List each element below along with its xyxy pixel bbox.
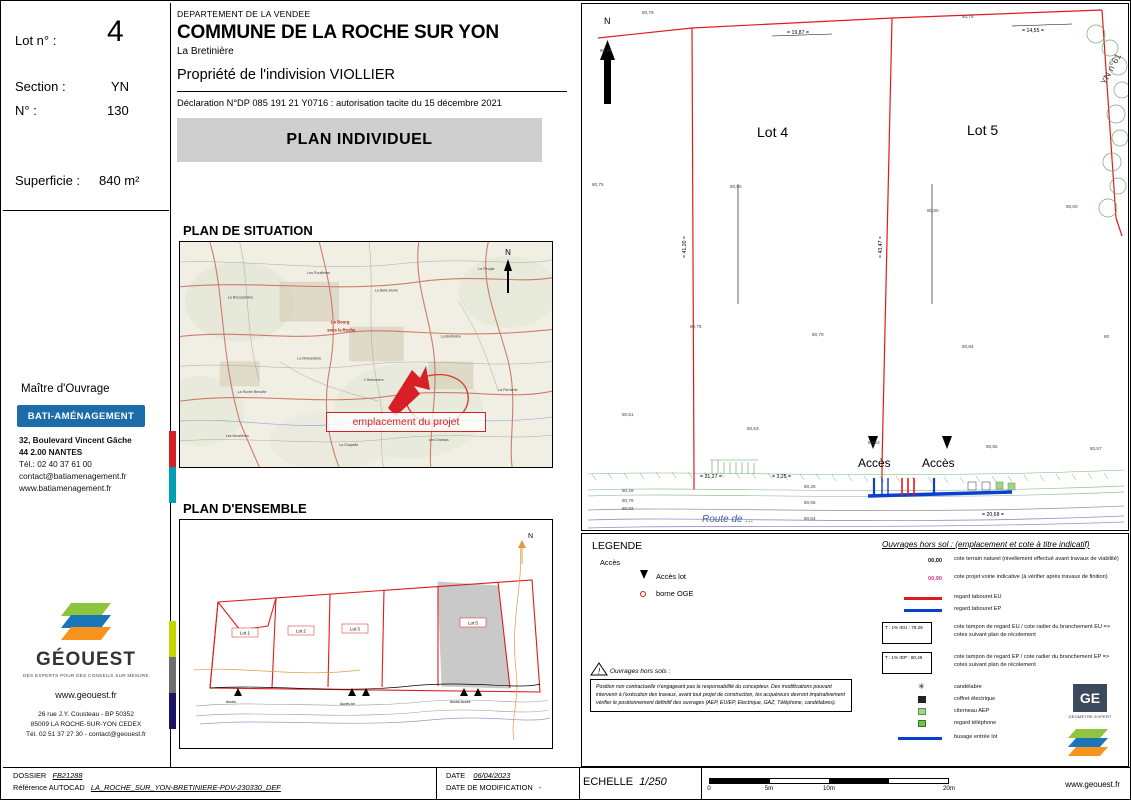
ouvrage-symbol-regard-ep: [904, 609, 942, 612]
maitre-ouvrage-title: Maître d'Ouvrage: [21, 383, 110, 395]
footer-divider-3: [701, 767, 702, 799]
ouvrage-text-ep: cote tampon de regard EP / cote radier du branchement EP => cotes suivant plan de récolement: [954, 654, 1110, 668]
scale-tick: 10m: [822, 785, 836, 792]
geo-address-line3: Tél. 02 51 37 27 30 - contact@geouest.fr: [26, 730, 146, 738]
spot-height: 80,60: [1066, 204, 1078, 209]
legend-borne-icon: [640, 591, 646, 597]
left-column: [3, 3, 171, 767]
mo-email: contact@batiamenagement.fr: [19, 471, 127, 481]
bati-amenagement-logo: BATI-AMÉNAGEMENT: [17, 405, 145, 427]
busage-icon: [898, 737, 942, 740]
echelle-value: 1/250: [639, 776, 667, 788]
acces-arrow-right-icon: [942, 436, 952, 449]
footer-bar: [3, 767, 1130, 799]
ouvrage-code-ep: T : 1% rEP : 80,49: [885, 655, 923, 660]
date-mod-value: -: [538, 783, 542, 792]
section-value: YN: [111, 79, 130, 94]
warning-icon: [590, 662, 608, 676]
legend-acces-arrow-icon: [640, 570, 648, 579]
ref-label: Référence AUTOCAD: [13, 783, 85, 792]
svg-text:Accès Accès: Accès Accès: [450, 700, 471, 704]
footer-divider-2: [579, 767, 580, 799]
dim-right-side: = 43,47 =: [877, 236, 884, 258]
propriete-line: Propriété de l'indivision VIOLLIER: [177, 67, 395, 83]
acces-label-left: Accès: [858, 456, 891, 470]
ouvrage-code-tn: 00,00: [928, 558, 942, 564]
geouest-url: www.geouest.fr: [55, 690, 117, 700]
svg-text:Lot 3: Lot 3: [350, 626, 360, 632]
ouvrage-text-regard-eu: regard tabouret EU: [954, 594, 1002, 600]
situation-north-label: N: [505, 248, 511, 257]
date-value: 06/04/2023: [473, 771, 511, 780]
ouvrage-box-ep: [882, 652, 932, 674]
ouvrages-title: Ouvrages hors sol : (emplacement et cote à titre indicatif): [882, 540, 1090, 549]
spot-height: 80,18: [622, 488, 634, 493]
footer-dossier: [13, 771, 82, 780]
maitre-ouvrage-address: [19, 435, 169, 494]
lot5-label: Lot 5: [967, 122, 999, 138]
svg-text:N: N: [528, 533, 534, 540]
color-strip-red: [169, 431, 176, 467]
main-plan-drawing: [581, 3, 1129, 531]
geouest-address: [3, 710, 169, 740]
mo-address-line1: 32, Boulevard Vincent Gâche: [19, 436, 132, 445]
mo-web: www.batiamenagement.fr: [19, 483, 112, 493]
main-plan-svg: [582, 4, 1129, 531]
ouvrage-text-eu: cote tampon de regard EU / cote radier du branchement EU => cotes suivant plan de récolement: [954, 624, 1111, 638]
citerneau-aep-icon: [918, 708, 926, 715]
spot-height: 80,76: [962, 14, 974, 19]
section-label: Section :: [15, 79, 66, 94]
coffret-electrique-icon: [918, 696, 926, 703]
spot-height: 80,75: [600, 48, 612, 53]
title-block: [177, 9, 567, 162]
svg-text:La Fermerie: La Fermerie: [498, 388, 518, 393]
color-strip-teal: [169, 467, 176, 503]
scale-tick: 5m: [764, 785, 774, 792]
spot-height: 80,55: [986, 444, 998, 449]
spot-height: 80,26: [804, 484, 816, 489]
ouvrage-symbol-regard-eu: [904, 597, 942, 600]
road-label: Route de ...: [702, 514, 754, 525]
ensemble-plan-drawing: [180, 520, 553, 749]
spot-height: 80,79: [642, 10, 654, 15]
situation-map: [179, 241, 553, 468]
scale-bar: [707, 778, 956, 794]
geo-address-line1: 26 rue J.Y. Cousteau - BP 50352: [38, 711, 134, 718]
spot-height: 80,57: [1090, 446, 1102, 451]
dim-left-side: = 41,20 =: [681, 236, 688, 258]
ouvrage-text-tn: cote terrain naturel (nivellement effectué avant travaux de viabilité): [954, 556, 1119, 562]
departement-label: DEPARTEMENT DE LA VENDEE: [177, 9, 311, 19]
svg-text:N: N: [604, 16, 611, 26]
spot-height: 80,76: [622, 498, 634, 503]
dossier-label: DOSSIER: [13, 771, 47, 780]
ref-value: LA_ROCHE_SUR_YON-BRETINIERE-PDV-230330_DEF: [90, 783, 281, 792]
geometre-expert-logo: [1068, 684, 1112, 759]
ouvrage-text-projet: cote projet voirie indicative (à vérifier après travaux de finition): [954, 574, 1108, 580]
spot-height: 80,84: [962, 344, 974, 349]
svg-text:La Moinardière: La Moinardière: [297, 356, 322, 361]
ouvrage-text-telephone: regard téléphone: [954, 720, 997, 726]
spot-height: 80,65: [804, 500, 816, 505]
lieu-dit: La Bretinière: [177, 46, 234, 57]
svg-text:La Bretinière: La Bretinière: [440, 334, 461, 339]
svg-text:La Chapelle: La Chapelle: [339, 442, 359, 447]
spot-height: 80,53: [868, 440, 880, 445]
scale-tick: 0: [707, 785, 711, 792]
situation-north-arrow: [504, 248, 512, 293]
spot-height: 80,80: [927, 208, 939, 213]
superficie-label: Superficie :: [15, 173, 81, 188]
svg-text:Les Champs: Les Champs: [428, 437, 449, 442]
warning-title-text: Ouvrages hors sols :: [609, 668, 671, 675]
svg-text:La Brossardière: La Brossardière: [227, 295, 254, 300]
svg-text:Les Rouillères: Les Rouillères: [307, 270, 330, 275]
color-strip-navy: [169, 693, 176, 729]
footer-echelle: [583, 776, 667, 788]
dim-bottom-1: = 21,27 =: [700, 474, 722, 480]
ouvrage-text-busage: busage entrée lot: [954, 734, 998, 740]
svg-text:Le Peuple: Le Peuple: [478, 266, 495, 271]
geouest-block: [3, 603, 169, 740]
situation-project-arrow-icon: [380, 360, 440, 420]
plan-type-banner: PLAN INDIVIDUEL: [177, 118, 542, 162]
svg-text:Les Mouillères: Les Mouillères: [225, 433, 249, 438]
svg-text:Lot 2: Lot 2: [296, 628, 306, 634]
dim-bottom-3: = 20,68 =: [982, 512, 1004, 518]
footer-divider-1: [436, 767, 437, 799]
geouest-baseline: DES EXPERTS POUR DES CONSEILS SUR MESURE: [23, 673, 149, 678]
spot-height: 80,75: [592, 182, 604, 187]
svg-text:sous la Roche: sous la Roche: [327, 327, 356, 333]
ge-initials: GE: [1073, 684, 1107, 712]
svg-text:!: !: [597, 667, 601, 676]
ouvrage-text-regard-ep: regard tabouret EP: [954, 606, 1002, 612]
geouest-name: GÉOUEST: [36, 649, 136, 670]
superficie-value: 840 m²: [99, 173, 140, 188]
svg-text:L'Herbouère: L'Herbouère: [364, 378, 384, 383]
ge-name: GÉOMÈTRE-EXPERT: [1068, 714, 1112, 719]
ouvrage-box-eu: [882, 622, 932, 644]
svg-text:Accès lot: Accès lot: [340, 702, 355, 706]
ouvrage-code-eu: T : 1% rEU : 79,29: [885, 625, 923, 630]
maitre-ouvrage-block: [3, 383, 169, 494]
candelabre-icon: ✳: [918, 682, 925, 691]
spot-height: 80,80: [730, 184, 742, 189]
legend-panel: [581, 533, 1129, 767]
footer-url: www.geouest.fr: [1065, 780, 1120, 789]
footer-date-modification: [446, 783, 541, 792]
ouvrage-text-candelabre: candélabre: [954, 684, 982, 690]
lot-value: 4: [107, 15, 124, 48]
legend-item-borne: borne OGE: [656, 589, 694, 598]
plan-situation-title: PLAN DE SITUATION: [183, 223, 313, 238]
ouvrage-code-projet: 00,90: [928, 576, 942, 582]
svg-text:La Belle Etoile: La Belle Etoile: [374, 288, 398, 293]
parcel-reference: YN n°61: [1098, 51, 1124, 87]
mo-address-line2: 44 2.00 NANTES: [19, 447, 83, 457]
legend-acces-label: Accès: [600, 558, 621, 567]
warning-text: Position non contractuelle n'engageant pas la responsabilité du concepteur. Des modifications pouvant intervenir à l'exécution des travaux, avant tout projet de construction, les acquéreurs devront impérativement vérifier le positionnement définitif des ouvrages (AEP, EU/EP, Electrique, GAZ, Téléphone, candélabres).: [590, 679, 852, 712]
warning-block: [590, 662, 852, 712]
acces-label-right: Accès: [922, 456, 955, 470]
spot-height: 80,79: [812, 332, 824, 337]
color-strip-green: [169, 621, 176, 657]
ge-lozenge-icon: [1068, 729, 1112, 759]
title-divider: [177, 91, 567, 92]
spot-height: 80,51: [622, 412, 634, 417]
svg-text:Lot 1: Lot 1: [240, 630, 250, 636]
echelle-label: ECHELLE: [583, 776, 634, 788]
svg-text:Le Bourg: Le Bourg: [331, 319, 350, 325]
footer-reference: [13, 783, 281, 792]
spot-height: 80: [1104, 334, 1110, 339]
commune-title: COMMUNE DE LA ROCHE SUR YON: [177, 22, 499, 43]
geo-address-line2: 85009 LA ROCHE-SUR-YON CEDEX: [30, 720, 142, 728]
dim-top-left: = 19,87 =: [787, 30, 809, 36]
dossier-value: FB21288: [52, 771, 83, 780]
ouvrage-text-citerneau: citerneau AEP: [954, 708, 990, 714]
declaration-line: Déclaration N°DP 085 191 21 Y0716 : autorisation tacite du 15 décembre 2021: [177, 98, 502, 108]
plan-ensemble-title: PLAN D'ENSEMBLE: [183, 501, 307, 516]
cartouche-lot: [3, 3, 169, 211]
ouvrage-text-coffret: coffret électrique: [954, 696, 996, 702]
date-label: DATE: [446, 771, 466, 780]
dim-bottom-2: = 3,25 =: [772, 474, 792, 480]
svg-text:Lot 5: Lot 5: [468, 620, 478, 626]
situation-callout: emplacement du projet: [326, 412, 486, 432]
color-strip-grey: [169, 657, 176, 693]
spot-height: 80,82: [622, 506, 634, 511]
svg-text:La Roche Benoîte: La Roche Benoîte: [237, 390, 267, 395]
numero-value: 130: [107, 103, 129, 118]
spot-height: 80,64: [804, 516, 816, 521]
warning-title: [590, 662, 852, 676]
legend-title: LEGENDE: [592, 540, 643, 552]
footer-date: [446, 771, 510, 780]
spot-height: 80,75: [690, 324, 702, 329]
dim-top-right: = 14,55 =: [1022, 28, 1044, 34]
mo-tel: Tél.: 02 40 37 61 00: [19, 459, 92, 469]
ensemble-plan: [179, 519, 553, 749]
lot4-label: Lot 4: [757, 124, 789, 140]
svg-text:Accès: Accès: [226, 700, 236, 704]
situation-roads: [180, 242, 552, 468]
legend-item-acces-lot: Accès lot: [656, 572, 686, 581]
scale-bar-labels: [707, 784, 956, 794]
date-mod-label: DATE DE MODIFICATION: [446, 783, 533, 792]
lot-label: Lot n° :: [15, 33, 57, 48]
regard-telephone-icon: [918, 720, 926, 727]
spot-height: 80,53: [747, 426, 759, 431]
geouest-logo-icon: [58, 603, 114, 643]
scale-tick: 20m: [942, 785, 956, 792]
numero-label: N° :: [15, 103, 37, 118]
